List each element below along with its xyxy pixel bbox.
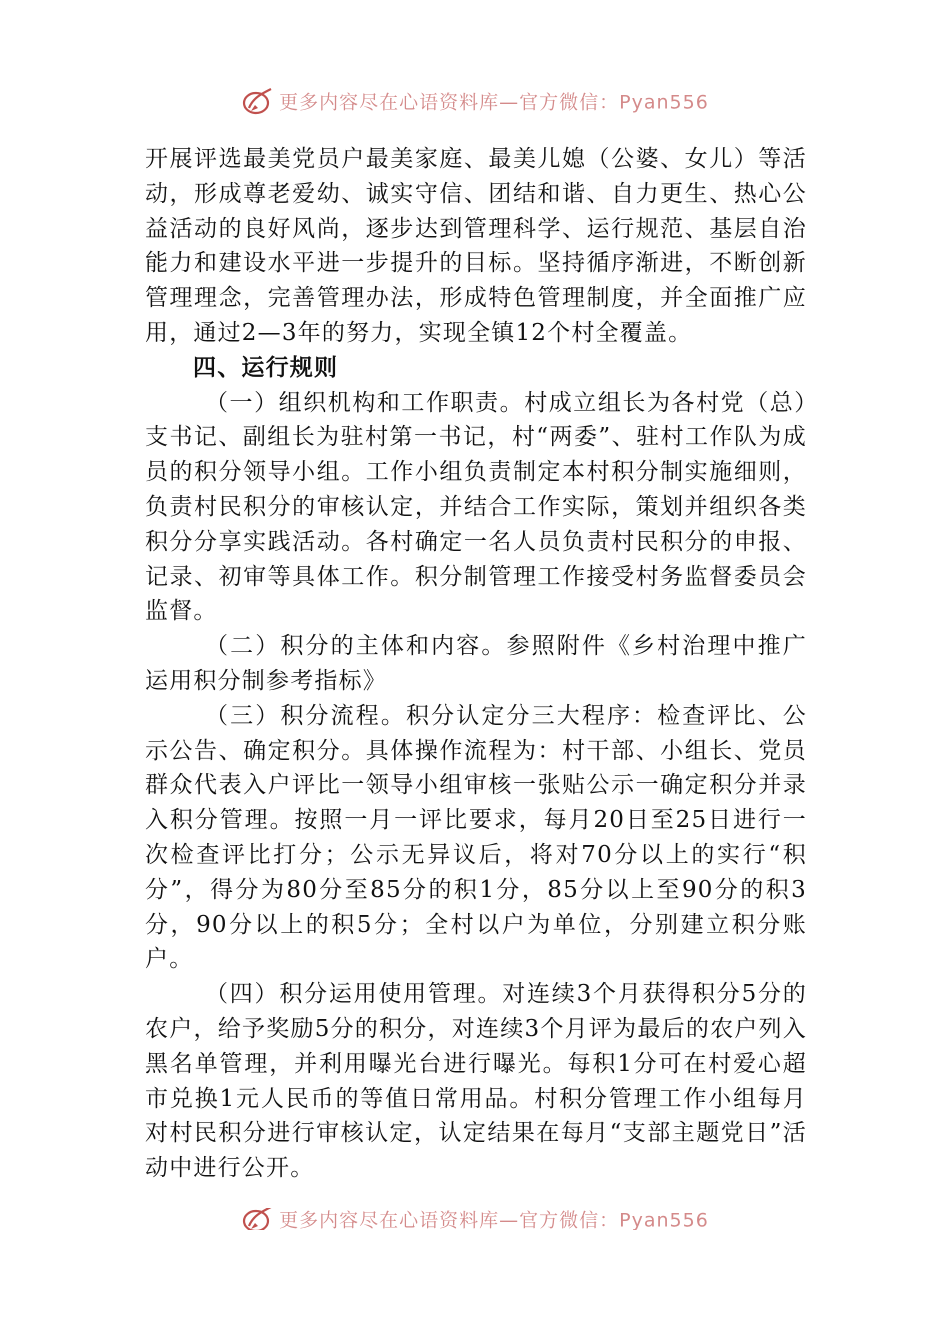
paragraph-organization: （一）组织机构和工作职责。村成立组长为各村党（总）支书记、副组长为驻村第一书记，村“两委”、驻村工作队为成员的积分领导小组。工作小组负责制定本村积分制实施细则，负责村民积分的审核认定，并结合工作实际，策划并组织各类积分分享实践活动。各村确定一名人员负责村民积分的申报、记录、初审等具体工作。积分制管理工作接受村务监督委员会监督。	[145, 389, 807, 625]
header-watermark	[0, 86, 950, 116]
footer-watermark	[0, 1208, 950, 1230]
header-watermark-text: 更多内容尽在心语资料库—官方微信：Pyan556	[279, 91, 709, 114]
document-body	[145, 142, 807, 1186]
watermark-logo-icon	[241, 86, 275, 116]
footer-watermark-text: 更多内容尽在心语资料库—官方微信：Pyan556	[279, 1209, 709, 1230]
intro-paragraph: 开展评选最美党员户最美家庭、最美儿媳（公婆、女儿）等活动，形成尊老爱幼、诚实守信、团结和谐、自力更生、热心公益活动的良好风尚，逐步达到管理科学、运行规范、基层自治能力和建设水平进一步提升的目标。坚持循序渐进，不断创新管理理念，完善管理办法，形成特色管理制度，并全面推广应用，通过2—3年的努力，实现全镇12个村全覆盖。	[145, 146, 807, 346]
paragraph-usage: （四）积分运用使用管理。对连续3个月获得积分5分的农户，给予奖励5分的积分，对连续3个月评为最后的农户列入黑名单管理，并利用曝光台进行曝光。每积1分可在村爱心超市兑换1元人民币的等值日常用品。村积分管理工作小组每月对村民积分进行审核认定，认定结果在每月“支部主题党日”活动中进行公开。	[145, 981, 807, 1182]
paragraph-process: （三）积分流程。积分认定分三大程序：检查评比、公示公告、确定积分。具体操作流程为：村干部、小组长、党员群众代表入户评比一领导小组审核一张贴公示一确定积分并录入积分管理。按照一月一评比要求，每月20日至25日进行一次检查评比打分；公示无异议后，将对70分以上的实行“积分”，得分为80分至85分的积1分，85分以上至90分的积3分，90分以上的积5分；全村以户为单位，分别建立积分账户。	[145, 702, 807, 973]
paragraph-subject-content: （二）积分的主体和内容。参照附件《乡村治理中推广运用积分制参考指标》	[145, 633, 807, 694]
section-heading: 四、运行规则	[193, 354, 339, 381]
watermark-logo-icon	[241, 1208, 275, 1230]
